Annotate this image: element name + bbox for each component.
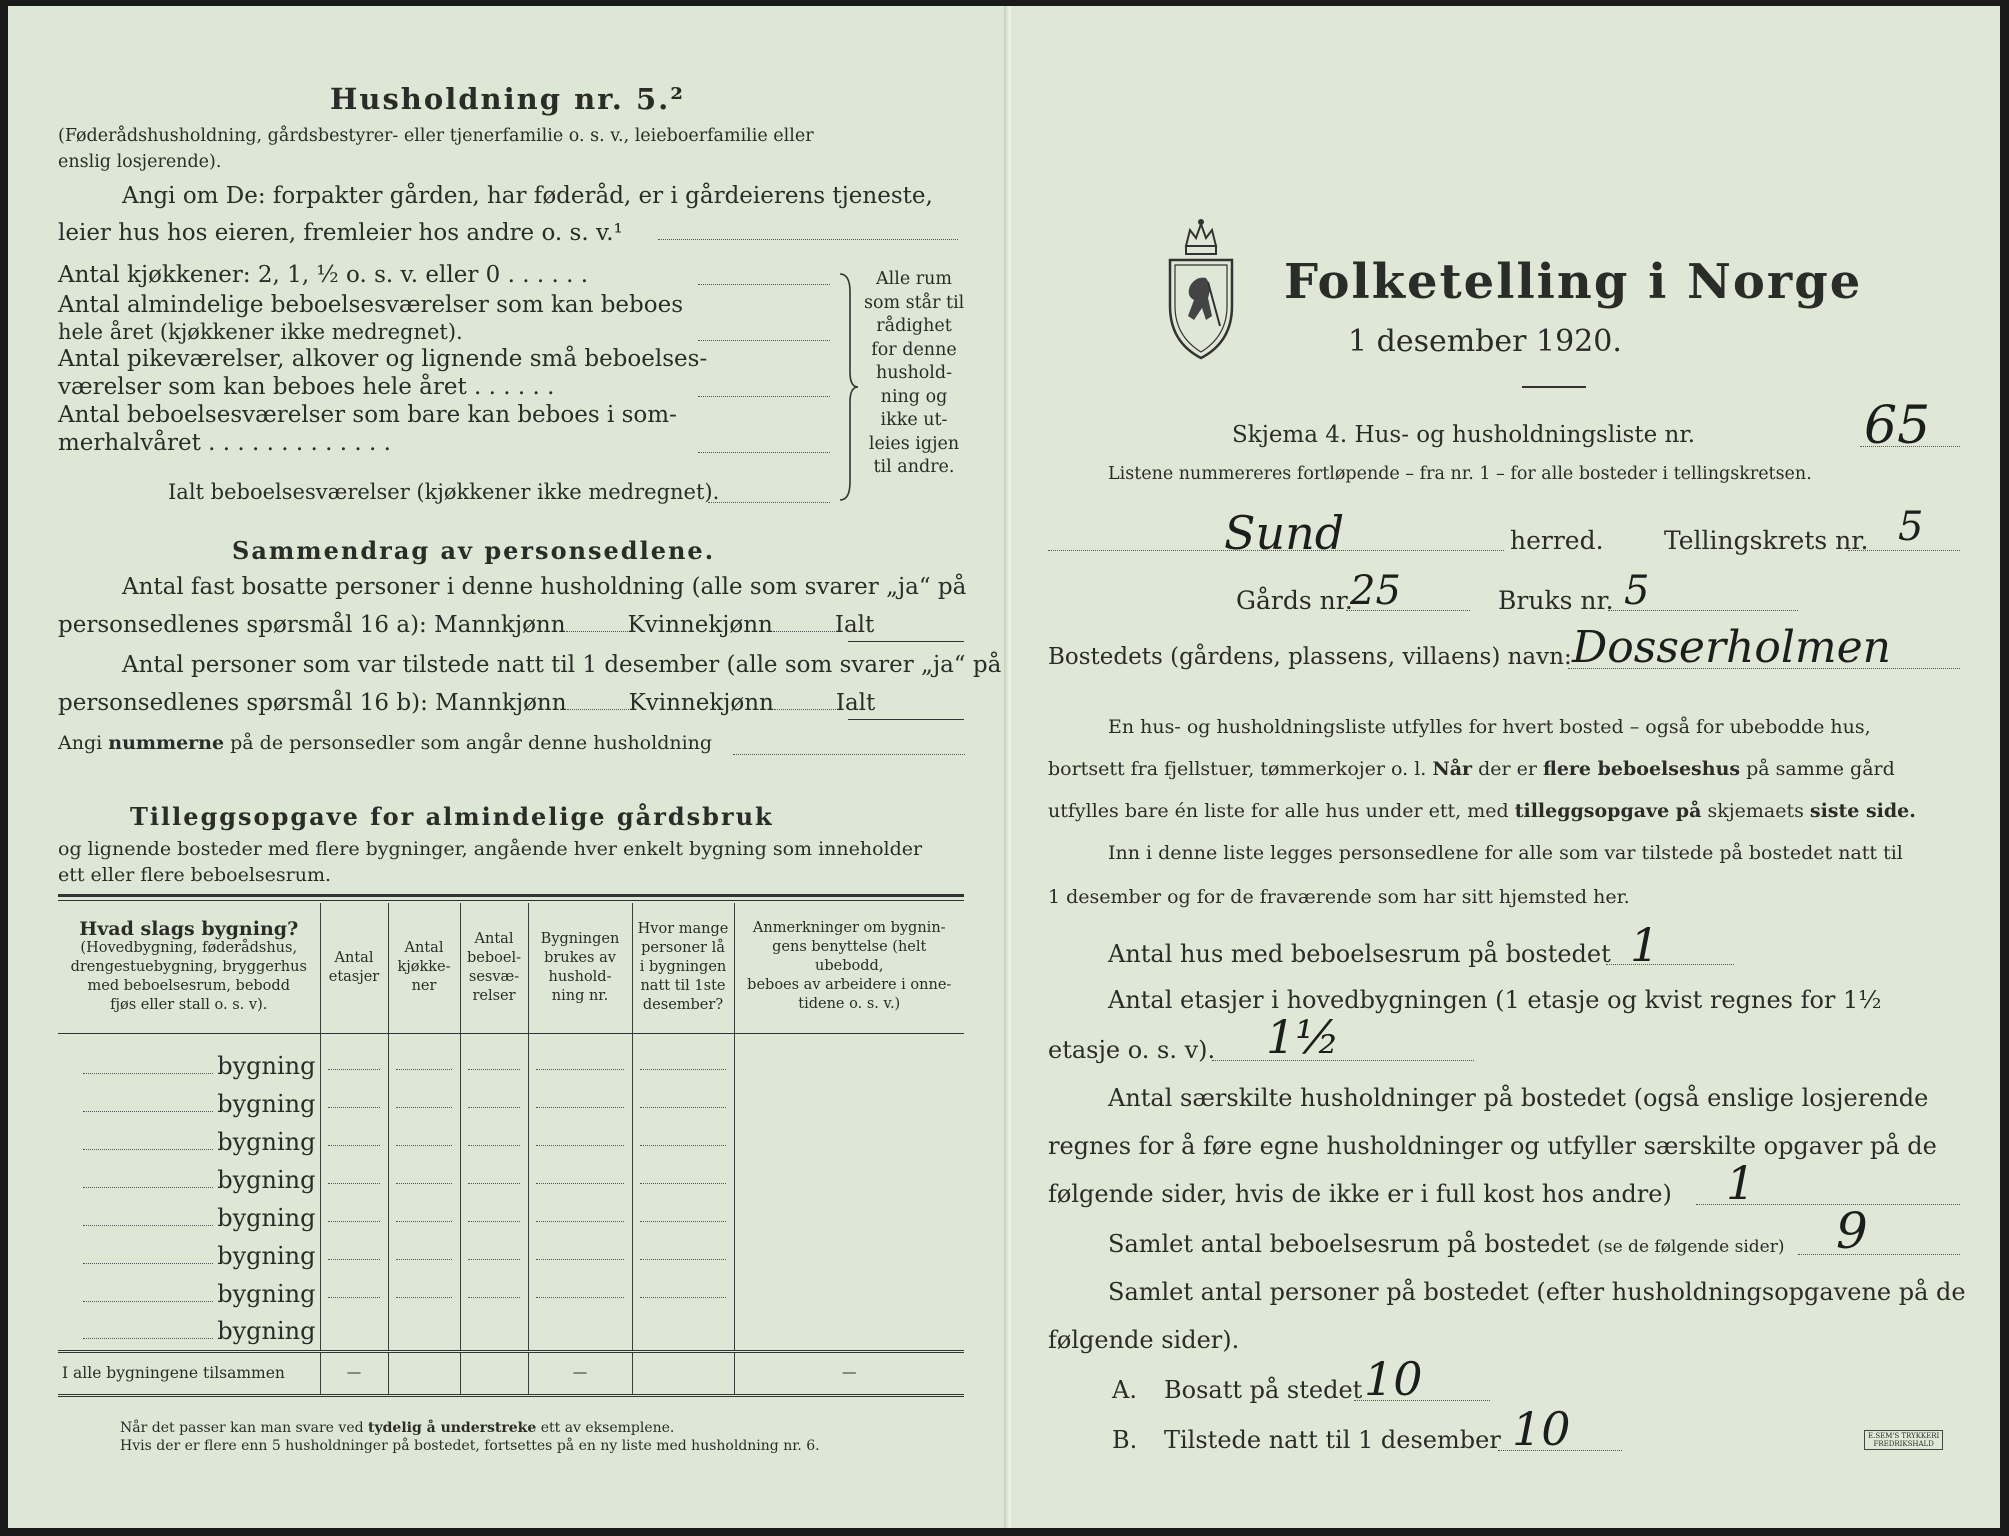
col-persons-header: Hvor mange personer lå i bygningen natt til 1ste desember? [632, 903, 734, 1033]
instructions-4: Inn i denne liste legges personsedlene for alle som var tilstede på bostedet natt til [1108, 842, 1903, 864]
q-households-value: 1 [1726, 1156, 1756, 1210]
document-title: Folketelling i Norge [1284, 254, 1863, 310]
title-rule [1522, 386, 1586, 388]
summary-ialt-line-1 [848, 641, 964, 642]
left-page [8, 6, 1008, 1528]
angi-line-1: Angi om De: forpakter gården, har føderåd, er i gårdeierens tjeneste, [122, 183, 933, 209]
q-tilstede-label: Tilstede natt til 1 desember [1164, 1426, 1501, 1454]
col-kitchens-header: Antal kjøkke- ner [388, 903, 460, 1033]
instructions-2: bortsett fra fjellstuer, tømmerkojer o. l. Når der er flere beboelseshus på samme gård [1048, 758, 1895, 780]
q-floors-line-1: Antal etasjer i hovedbygningen (1 etasje og kvist regnes for 1½ [1108, 986, 1882, 1014]
bosted-label: Bostedets (gårdens, plassens, villaens) navn: [1048, 644, 1572, 670]
q-tilstede-value: 10 [1512, 1402, 1571, 1456]
rooms-label-3a: Antal beboelsesværelser som bare kan beboes i som- [58, 402, 677, 428]
col-household-header: Bygningen brukes av hushold- ning nr. [528, 903, 632, 1033]
angi-line-2: leier hus hos eieren, fremleier hos andre o. s. v.¹ [58, 220, 623, 246]
col-remarks-header: Anmerkninger om bygnin- gens benyttelse (helt ubebodd, beboes av arbeidere i onne- tidene o. s. v.) [734, 903, 964, 1033]
footnote-2: Hvis der er flere enn 5 husholdninger på bostedet, fortsettes på en ny liste med husholdning nr. 6. [120, 1438, 820, 1454]
herred-label: herred. [1510, 526, 1604, 555]
table-total-row: I alle bygningene tilsammen — — — [58, 1351, 964, 1395]
col-rooms-header: Antal beboel- sesvæ- relser [460, 903, 528, 1033]
summary-ialt-line-2 [848, 719, 964, 720]
angi-nummerne: Angi nummerne på de personsedler som angår denne husholdning [58, 732, 713, 754]
q-houses: Antal hus med beboelsesrum på bostedet [1108, 940, 1611, 968]
instructions-3: utfylles bare én liste for alle hus under ett, med tilleggsopgave på skjemaets siste side. [1048, 800, 1916, 822]
angi-nummerne-fill [733, 754, 965, 755]
side-note: Alle rum som står til rådighet for denne hushold- ning og ikke ut- leies igjen til andre. [864, 269, 965, 477]
tillegg-title: Tilleggsopgave for almindelige gårdsbruk [130, 802, 774, 831]
bosted-value: Dosserholmen [1572, 622, 1891, 673]
printer-stamp: E.SEM'S TRYKKERI FREDRIKSHALD [1864, 1430, 1943, 1450]
q-rooms-value: 9 [1836, 1202, 1868, 1260]
ialt-rooms-label: Ialt beboelsesværelser (kjøkkener ikke medregnet). [168, 480, 720, 504]
right-page [1012, 6, 2000, 1528]
col-floors-header: Antal etasjer [320, 903, 388, 1033]
rooms-label-1a: Antal almindelige beboelsesværelser som kan beboes [58, 292, 684, 318]
instructions-1: En hus- og husholdningsliste utfylles for hvert bosted – også for ubebodde hus, [1108, 716, 1871, 738]
listene-note: Listene nummereres fortløpende – fra nr. 1 – for alle bosteder i tellingskretsen. [1108, 464, 1812, 484]
rooms-brace [836, 272, 860, 502]
q-floors-line-2: etasje o. s. v). [1048, 1036, 1216, 1064]
bruks-label: Bruks nr. [1498, 586, 1614, 615]
list-number-value: 65 [1864, 396, 1931, 456]
summary-line-4: personsedlenes spørsmål 16 b): Mannkjønn Kvinnekjønn Ialt [58, 690, 876, 716]
table-row: bygning [58, 1237, 964, 1275]
table-row: bygning [58, 1123, 964, 1161]
q-households-line-2: regnes for å føre egne husholdninger og utfyller særskilte opgaver på de [1048, 1132, 1937, 1160]
q-houses-fill [1606, 964, 1734, 965]
q-rooms: Samlet antal beboelsesrum på bostedet (se de følgende sider) [1108, 1230, 1785, 1258]
tellingskrets-fill [1848, 550, 1960, 551]
rooms-fill-3 [698, 452, 830, 453]
tillegg-line-2: ett eller flere beboelsesrum. [58, 864, 332, 886]
summary-title: Sammendrag av personsedlene. [232, 536, 716, 565]
q-bosatt-value: 10 [1364, 1352, 1423, 1406]
herred-value: Sund [1224, 506, 1345, 560]
q-persons-line-2: følgende sider). [1048, 1326, 1240, 1354]
rooms-fill-2 [698, 396, 830, 397]
q-floors-fill [1212, 1060, 1474, 1061]
gards-value: 25 [1350, 568, 1401, 614]
table-row: bygning [58, 1047, 964, 1085]
table-header-row [58, 903, 964, 1033]
census-sheet [8, 6, 2000, 1528]
census-date: 1 desember 1920. [1348, 324, 1622, 359]
footnote-1: Når det passer kan man svare ved tydelig å understreke ett av eksemplene. [120, 1420, 675, 1436]
kitchens-fill [698, 284, 830, 285]
household-title: Husholdning nr. 5.² [330, 82, 685, 116]
tellingskrets-label: Tellingskrets nr. [1664, 526, 1869, 555]
table-top-rule [58, 894, 964, 897]
angi-fill-line [658, 239, 958, 240]
bruks-value: 5 [1624, 568, 1650, 614]
tillegg-line-1: og lignende bosteder med flere bygninger, angående hver enkelt bygning som inneholder [58, 838, 923, 860]
table-row: bygning [58, 1161, 964, 1199]
q-bosatt-label: Bosatt på stedet [1164, 1376, 1363, 1404]
table-top-rule-2 [58, 900, 964, 901]
buildings-table [58, 903, 964, 1397]
tellingskrets-value: 5 [1898, 504, 1924, 550]
rooms-label-2b: værelser som kan bebоes hele året . . . . . . [58, 374, 555, 400]
rooms-fill-1 [698, 340, 830, 341]
rooms-label-2a: Antal pikeværelser, alkover og lignende små beboelses- [58, 346, 708, 372]
table-row: bygning [58, 1085, 964, 1123]
ialt-rooms-fill [708, 502, 830, 503]
table-row: bygning [58, 1199, 964, 1237]
q-houses-value: 1 [1630, 918, 1660, 972]
q-households-line-1: Antal særskilte husholdninger på bostedet (også enslige losjerende [1108, 1084, 1929, 1112]
summary-line-3: Antal personer som var tilstede natt til 1 desember (alle som svarer „ja“ på [122, 652, 1002, 678]
q-rooms-fill [1798, 1254, 1960, 1255]
gards-label: Gårds nr. [1236, 586, 1353, 615]
q-persons-line-1: Samlet antal personer på bostedet (efter husholdningsopgavene på de [1108, 1278, 1966, 1306]
rooms-label-1b: hele året (kjøkkener ikke medregnet). [58, 320, 463, 344]
rooms-label-3b: merhalvåret . . . . . . . . . . . . . [58, 430, 391, 456]
col-type-header: Hvad slags bygning? (Hovedbygning, føderådshus, drengestuebygning, bryggerhus med beboelsesrum, bebodd fjøs eller stall o. s. v). [70, 918, 307, 1014]
table-row: bygning [58, 1313, 964, 1351]
norway-coat-of-arms-icon [1162, 216, 1240, 362]
table-row: bygning [58, 1275, 964, 1313]
q-households-line-3: følgende sider, hvis de ikke er i full kost hos andre) [1048, 1180, 1672, 1208]
kitchens-label: Antal kjøkkener: 2, 1, ½ o. s. v. eller 0 . . . . . . [58, 262, 589, 288]
q-tilstede-letter: B. [1112, 1426, 1138, 1454]
q-bosatt-letter: A. [1112, 1376, 1137, 1404]
instructions-5: 1 desember og for de fraværende som har sitt hjemsted her. [1048, 886, 1630, 908]
q-floors-value: 1½ [1266, 1010, 1340, 1064]
summary-line-2: personsedlenes spørsmål 16 a): Mannkjønn Kvinnekjønn Ialt [58, 612, 875, 638]
household-intro-2: enslig losjerende). [58, 152, 222, 172]
skjema-line: Skjema 4. Hus- og husholdningsliste nr. [1232, 422, 1696, 448]
summary-line-1: Antal fast bosatte personer i denne husholdning (alle som svarer „ja“ på [122, 574, 967, 600]
household-intro-1: (Føderådshusholdning, gårdsbestyrer- eller tjenerfamilie o. s. v., leieboerfamilie eller [58, 126, 814, 146]
